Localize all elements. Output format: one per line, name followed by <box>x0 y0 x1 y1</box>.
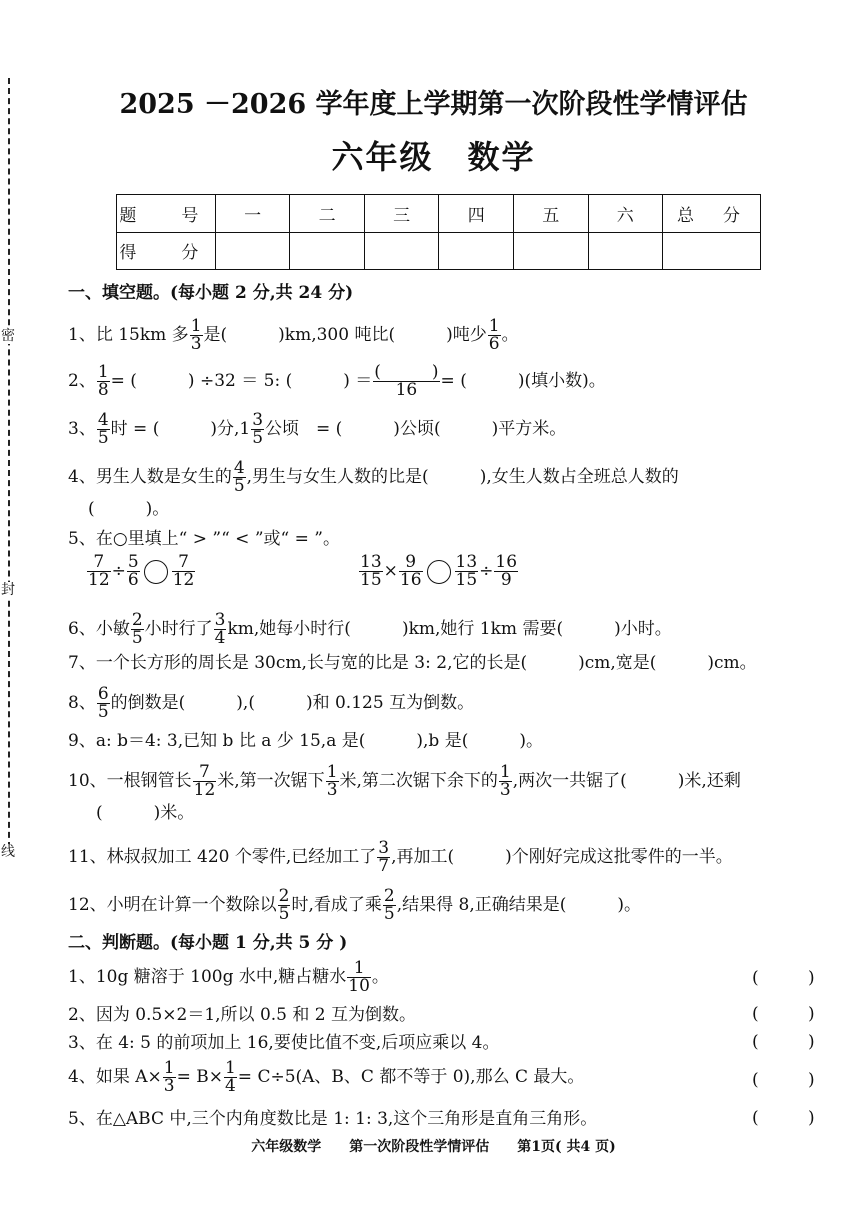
seal-char-mi: 密 <box>1 328 15 344</box>
numerator: 6 <box>97 684 109 704</box>
fraction <box>488 318 501 353</box>
question-text: 3、 <box>68 419 96 439</box>
exam-title: 2025 －2026 学年度上学期第一次阶段性学情评估 <box>119 89 748 120</box>
fraction <box>131 612 144 647</box>
denominator: 3 <box>499 780 511 800</box>
answer-paren[interactable]: ( ) <box>752 1108 837 1128</box>
question-text: 是( )km,300 吨比( )吨少 <box>203 325 487 345</box>
fraction <box>499 764 512 799</box>
question-1-10 <box>68 764 741 799</box>
seal-line <box>8 78 10 858</box>
seal-char-feng: 封 <box>1 582 15 598</box>
fraction <box>190 318 203 353</box>
question-text: 米,第二次锯下余下的 <box>339 771 498 791</box>
score-cell[interactable] <box>215 232 290 270</box>
numerator: 13 <box>455 552 478 572</box>
question-text: 的倒数是( ),( )和 0.125 互为倒数。 <box>110 693 475 713</box>
numerator: 1 <box>326 762 338 782</box>
question-text: 12、小明在计算一个数除以 <box>68 895 277 915</box>
fraction <box>127 554 140 589</box>
denominator: 8 <box>97 380 109 400</box>
score-cell[interactable] <box>439 232 514 270</box>
fraction <box>97 686 110 721</box>
numerator: 13 <box>360 552 382 572</box>
denominator: 6 <box>488 334 500 354</box>
numerator: 1 <box>224 1058 236 1078</box>
numerator: 2 <box>383 886 395 906</box>
question-text: 10、一根钢管长 <box>68 771 192 791</box>
question-text: 4、男生人数是女生的 <box>68 467 232 487</box>
score-header-cell: 二 <box>290 195 365 233</box>
fraction <box>214 612 227 647</box>
question-text: 时,看成了乘 <box>291 895 382 915</box>
answer-paren[interactable]: ( ) <box>752 1032 837 1052</box>
score-header-cell: 五 <box>513 195 588 233</box>
fraction <box>347 960 371 995</box>
denominator: 16 <box>395 380 418 400</box>
question-1-4-cont: ( )。 <box>88 499 170 519</box>
denominator: 9 <box>500 570 512 590</box>
compare-left <box>86 554 196 589</box>
compare-right <box>358 554 519 589</box>
fraction <box>377 840 390 875</box>
question-text: 小时行了 <box>144 619 213 639</box>
numerator: ( ) <box>374 362 439 382</box>
question-1-6 <box>68 612 672 647</box>
question-text: 4、如果 A× <box>68 1067 162 1087</box>
fraction <box>87 554 111 589</box>
denominator: 4 <box>214 628 226 648</box>
operator: ÷ <box>111 561 126 581</box>
operator: × <box>383 561 398 581</box>
question-1-10-cont: ( )米。 <box>96 803 195 823</box>
fraction <box>193 764 217 799</box>
fraction <box>399 554 423 589</box>
numerator: 7 <box>87 554 111 572</box>
fraction <box>278 888 291 923</box>
denominator: 12 <box>172 570 195 590</box>
score-header-cell: 六 <box>588 195 663 233</box>
numerator: 7 <box>193 764 217 782</box>
denominator: 15 <box>455 570 478 590</box>
section1-heading: 一、填空题。(每小题 2 分,共 24 分) <box>68 283 354 303</box>
fraction <box>163 1060 176 1095</box>
score-header-cell: 三 <box>364 195 439 233</box>
operator: ÷ <box>479 561 494 581</box>
question-text: ,结果得 8,正确结果是( )。 <box>396 895 641 915</box>
numerator: 4 <box>97 410 109 430</box>
question-text: 8、 <box>68 693 96 713</box>
numerator: 9 <box>399 554 423 572</box>
denominator: 3 <box>163 1076 175 1096</box>
question-1-12 <box>68 888 641 923</box>
question-text: ,男生与女生人数的比是( ),女生人数占全班总人数的 <box>246 467 679 487</box>
question-text: = B× <box>176 1067 223 1087</box>
denominator: 15 <box>360 570 382 590</box>
question-text: 1、比 15km 多 <box>68 325 189 345</box>
fraction <box>251 412 264 447</box>
score-table <box>116 194 761 270</box>
denominator: 5 <box>97 702 109 722</box>
question-text: ,两次一共锯了( )米,还剩 <box>512 771 741 791</box>
numerator: 3 <box>214 610 226 630</box>
question-text: 公顷 = ( )公顷( )平方米。 <box>265 419 567 439</box>
question-text: ,再加工( )个刚好完成这批零件的一半。 <box>391 847 733 867</box>
question-1-5: 5、在○里填上“ > ”“ < ”或“ = ”。 <box>68 529 340 549</box>
fraction <box>326 764 339 799</box>
score-row-label: 得 分 <box>117 232 216 270</box>
denominator: 5 <box>383 904 395 924</box>
question-1-2 <box>68 364 606 399</box>
numerator: 3 <box>252 410 264 430</box>
fraction <box>383 888 396 923</box>
denominator: 5 <box>97 428 109 448</box>
question-1-4 <box>68 460 679 495</box>
numerator: 2 <box>278 886 290 906</box>
judge-3: 3、在 4: 5 的前项加上 16,要使比值不变,后项应乘以 4。 <box>68 1033 500 1053</box>
numerator: 3 <box>378 838 390 858</box>
denominator: 12 <box>88 570 110 590</box>
numerator: 5 <box>127 552 139 572</box>
score-cell[interactable] <box>513 232 588 270</box>
denominator: 3 <box>326 780 338 800</box>
denominator: 6 <box>127 570 139 590</box>
denominator: 12 <box>193 780 216 800</box>
question-text: = C÷5(A、B、C 都不等于 0),那么 C 最大。 <box>237 1067 585 1087</box>
score-header-cell: 总 分 <box>663 195 761 233</box>
compare-circle[interactable] <box>144 560 168 584</box>
question-text: = ( )(填小数)。 <box>440 371 606 391</box>
denominator: 7 <box>378 856 390 876</box>
fraction <box>172 554 196 589</box>
question-text: = ( ) ÷32 ＝ 5: ( ) ＝ <box>110 371 373 391</box>
denominator: 4 <box>224 1076 236 1096</box>
numerator: 1 <box>347 960 371 978</box>
numerator: 4 <box>233 458 245 478</box>
answer-paren[interactable]: ( ) <box>752 1070 837 1090</box>
question-text: km,她每小时行( )km,她行 1km 需要( )小时。 <box>227 619 672 639</box>
exam-subtitle: 六年级 数学 <box>331 138 536 176</box>
denominator: 5 <box>131 628 143 648</box>
fraction <box>359 554 383 589</box>
compare-circle[interactable] <box>427 560 451 584</box>
fraction <box>494 554 518 589</box>
question-text: 1、10g 糖溶于 100g 水中,糖占糖水 <box>68 967 347 987</box>
fraction <box>97 364 110 399</box>
fraction <box>97 412 110 447</box>
numerator: 1 <box>190 316 202 336</box>
section2-heading: 二、判断题。(每小题 1 分,共 5 分 ) <box>68 933 348 953</box>
score-header-cell: 一 <box>215 195 290 233</box>
fraction <box>455 554 479 589</box>
question-1-1 <box>68 318 519 353</box>
numerator: 16 <box>495 552 518 572</box>
denominator: 10 <box>348 976 370 996</box>
answer-paren[interactable]: ( ) <box>752 968 837 988</box>
numerator: 1 <box>499 762 511 782</box>
numerator: 1 <box>97 362 109 382</box>
question-text: 2、 <box>68 371 96 391</box>
denominator: 16 <box>399 570 422 590</box>
question-text: 。 <box>371 967 389 987</box>
seal-char-xian: 线 <box>1 844 15 860</box>
question-text: 时 = ( )分,1 <box>110 419 251 439</box>
denominator: 5 <box>233 476 245 496</box>
question-text: 米,第一次锯下 <box>217 771 325 791</box>
question-text: 6、小敏 <box>68 619 130 639</box>
score-cell[interactable] <box>588 232 663 270</box>
question-1-7: 7、一个长方形的周长是 30cm,长与宽的比是 3: 2,它的长是( )cm,宽是( )cm。 <box>68 653 757 673</box>
fraction <box>224 1060 237 1095</box>
score-cell[interactable] <box>663 232 761 270</box>
denominator: 5 <box>278 904 290 924</box>
judge-5: 5、在△ABC 中,三个内角度数比是 1: 1: 3,这个三角形是直角三角形。 <box>68 1109 598 1129</box>
judge-4 <box>68 1060 584 1095</box>
fraction <box>373 364 439 399</box>
numerator: 1 <box>163 1058 175 1078</box>
denominator: 3 <box>190 334 202 354</box>
page-footer: 六年级数学 第一次阶段性学情评估 第1页( 共4 页) <box>251 1139 616 1155</box>
answer-paren[interactable]: ( ) <box>752 1004 837 1024</box>
question-1-11 <box>68 840 733 875</box>
score-header-cell: 题 号 <box>117 195 216 233</box>
score-cell[interactable] <box>290 232 365 270</box>
question-1-3 <box>68 412 566 447</box>
judge-2: 2、因为 0.5×2＝1,所以 0.5 和 2 互为倒数。 <box>68 1005 417 1025</box>
judge-1 <box>68 960 389 995</box>
score-header-cell: 四 <box>439 195 514 233</box>
question-text: 。 <box>501 325 519 345</box>
numerator: 7 <box>172 554 196 572</box>
numerator: 1 <box>488 316 500 336</box>
question-1-8 <box>68 686 474 721</box>
fraction <box>233 460 246 495</box>
question-1-9: 9、a: b＝4: 3,已知 b 比 a 少 15,a 是( ),b 是( )。 <box>68 731 543 751</box>
question-text: 11、林叔叔加工 420 个零件,已经加工了 <box>68 847 377 867</box>
score-cell[interactable] <box>364 232 439 270</box>
numerator: 2 <box>131 610 143 630</box>
denominator: 5 <box>252 428 264 448</box>
